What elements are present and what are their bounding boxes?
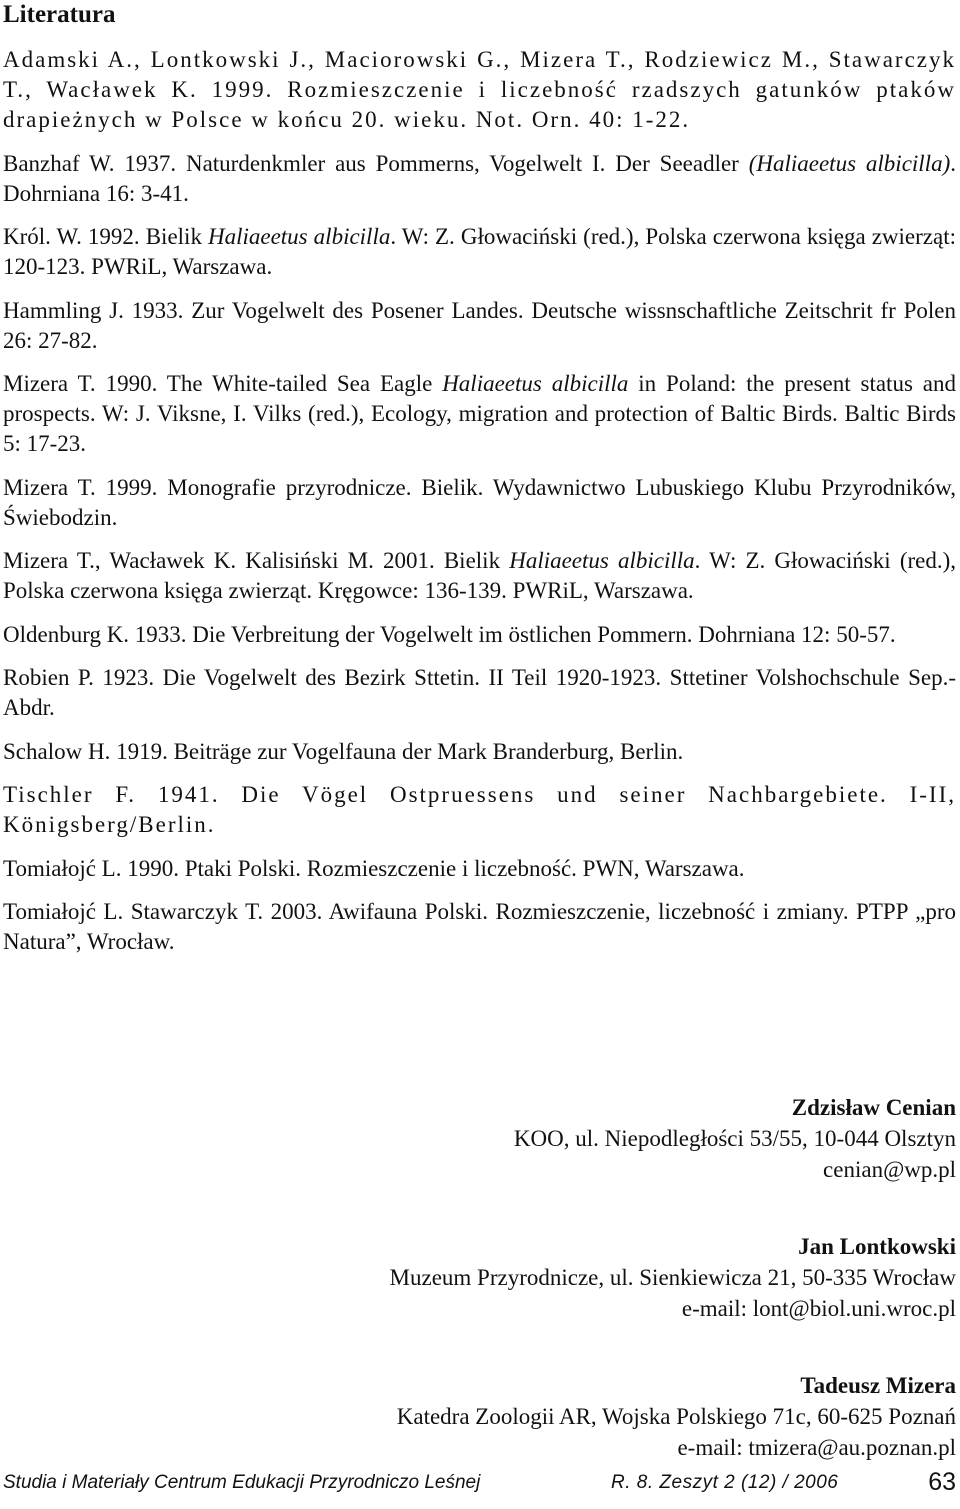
reference-text: . W: Z. Głowaciński (red.), Polska czerwona księga zwierząt. Kręgowce: 136-139. PWRiL, Warszawa. — [3, 548, 957, 603]
reference-text: Tischler F. 1941. Die Vögel Ostpruessens und seiner Nachbargebiete. I-II, Königsberg/Berlin. — [3, 782, 956, 837]
reference-entry — [3, 780, 956, 840]
reference-entry — [3, 897, 956, 957]
reference-entry — [3, 369, 956, 459]
species-name: Haliaeetus albicilla — [207, 224, 391, 249]
journal-title: Studia i Materiały Centrum Edukacji Przyrodniczo Leśnej — [3, 1472, 481, 1493]
author-affiliations — [390, 1092, 956, 1509]
species-name: Haliaeetus albicilla — [442, 371, 629, 396]
reference-text: Mizera T. 1999. Monografie przyrodnicze. Bielik. Wydawnictwo Lubuskiego Klubu Przyrodników, Świebodzin. — [3, 474, 956, 530]
author-name: Zdzisław Cenian — [791, 1095, 956, 1120]
reference-text: . W: Z. Głowaciński (red.), Polska czerwona księga zwierząt: 120-123. PWRiL, Warszawa. — [3, 224, 956, 279]
reference-entry — [3, 663, 956, 723]
reference-text: Tomiałojć L. 1990. Ptaki Polski. Rozmieszczenie i liczebność. PWN, Warszawa. — [3, 855, 745, 881]
reference-entry — [3, 620, 956, 650]
author-name: Jan Lontkowski — [798, 1234, 956, 1259]
page-number: 63 — [928, 1468, 956, 1496]
reference-text: in Poland: the present status and prospects. W: J. Viksne, I. Vilks (red.), Ecology, migration and protection of Baltic Birds. Baltic Birds 5: 17-23. — [3, 371, 956, 456]
author-name: Tadeusz Mizera — [800, 1373, 956, 1398]
reference-entry — [3, 473, 956, 533]
author-block — [390, 1370, 956, 1463]
author-email[interactable]: e-mail: lont@biol.uni.wroc.pl — [681, 1296, 956, 1321]
reference-text: Hammling J. 1933. Zur Vogelwelt des Posener Landes. Deutsche wissnschaftliche Zeitschrit fr Polen 26: 27-82. — [3, 297, 956, 353]
author-block — [390, 1092, 956, 1185]
author-email[interactable]: cenian@wp.pl — [823, 1157, 956, 1182]
species-name: Haliaeetus albicilla — [509, 548, 695, 573]
reference-text: Schalow H. 1919. Beiträge zur Vogelfauna der Mark Branderburg, Berlin. — [3, 738, 684, 764]
issue-info: R. 8. Zeszyt 2 (12) / 2006 — [611, 1472, 839, 1493]
reference-text: . Dohrniana 16: 3-41. — [3, 150, 956, 206]
page-footer — [3, 1468, 956, 1498]
reference-text: Adamski A., Lontkowski J., Maciorowski G., Mizera T., Rodziewicz M., Stawarczyk T., Wacławek K. 1999. Rozmieszczenie i liczebność rzadszych gatunków ptaków drapieżnych w Polsce w końcu 20. wieku. Not. Orn. 40: 1-22. — [3, 47, 956, 132]
reference-text: Oldenburg K. 1933. Die Verbreitung der Vogelwelt im östlichen Pommern. Dohrniana 12: 50-57. — [3, 621, 896, 647]
reference-text: Mizera T. 1990. The White-tailed Sea Eagle — [3, 371, 443, 396]
reference-entry — [3, 45, 956, 135]
reference-entry — [3, 149, 956, 209]
author-address: KOO, ul. Niepodległości 53/55, 10-044 Olsztyn — [513, 1126, 956, 1151]
reference-list — [3, 45, 956, 971]
reference-entry — [3, 296, 956, 356]
reference-text: Banzhaf W. 1937. Naturdenkmler aus Pommerns, Vogelwelt I. Der Seeadler — [3, 150, 749, 176]
reference-entry — [3, 737, 956, 767]
reference-entry — [3, 854, 956, 884]
reference-text: Robien P. 1923. Die Vogelwelt des Bezirk Sttetin. II Teil 1920-1923. Sttetiner Volshochschule Sep.-Abdr. — [3, 665, 956, 720]
author-block — [390, 1231, 956, 1324]
species-name: (Haliaeetus albicilla) — [748, 150, 951, 176]
author-address: Muzeum Przyrodnicze, ul. Sienkiewicza 21, 50-335 Wrocław — [389, 1265, 956, 1290]
section-heading: Literatura — [3, 1, 116, 28]
reference-entry — [3, 222, 956, 282]
reference-text: Tomiałojć L. Stawarczyk T. 2003. Awifauna Polski. Rozmieszczenie, liczebność i zmiany. PTPP „pro Natura”, Wrocław. — [3, 899, 956, 954]
reference-text: Mizera T., Wacławek K. Kalisiński M. 2001. Bielik — [3, 548, 510, 573]
author-email[interactable]: e-mail: tmizera@au.poznan.pl — [677, 1435, 956, 1460]
reference-entry — [3, 546, 956, 606]
reference-text: Król. W. 1992. Bielik — [3, 224, 208, 249]
author-address: Katedra Zoologii AR, Wojska Polskiego 71c, 60-625 Poznań — [396, 1404, 956, 1429]
